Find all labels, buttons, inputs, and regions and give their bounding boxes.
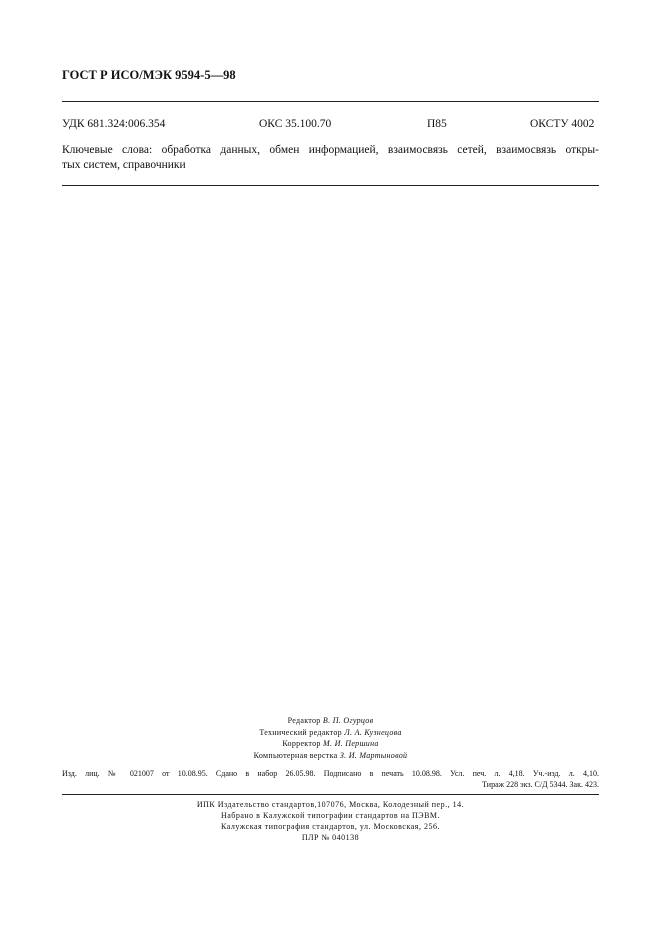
tech-editor-label: Технический редактор bbox=[259, 727, 342, 737]
keywords-line-1: Ключевые слова: обработка данных, обмен информацией, взаимосвязь сетей, взаимосвязь откры- bbox=[62, 144, 599, 156]
printer-line-4: ПЛР № 040138 bbox=[301, 833, 360, 842]
edition-info-line-1: Изд. лиц. № 021007 от 10.08.95. Сдано в набор 26.05.98. Подписано в печать 10.08.98. Усл. печ. л. 4,18. Уч.-изд. л. 4,10. bbox=[62, 769, 599, 778]
printer-line-2: Набрано в Калужской типографии стандартов на ПЭВМ. bbox=[220, 811, 441, 820]
top-divider bbox=[62, 101, 599, 102]
tech-editor-line bbox=[0, 727, 661, 739]
printer-line-1: ИПК Издательство стандартов,107076, Москва, Колодезный пер., 14. bbox=[196, 800, 465, 809]
printer-block bbox=[0, 799, 661, 843]
udk-code: УДК 681.324:006.354 bbox=[62, 118, 166, 130]
tech-editor-name: Л. А. Кузнецова bbox=[344, 727, 402, 737]
oks-code: ОКС 35.100.70 bbox=[259, 118, 332, 130]
keywords bbox=[62, 143, 599, 173]
group-code: П85 bbox=[427, 118, 447, 130]
proofreader-name: М. И. Першина bbox=[323, 739, 379, 748]
edition-info-line-2: Тираж 228 экз. С/Д 5344. Зак. 423. bbox=[482, 780, 599, 789]
imprint-divider bbox=[62, 794, 599, 795]
editor-name: В. П. Огурцов bbox=[322, 716, 374, 725]
printer-line-3: Калужская типография стандартов, ул. Московская, 256. bbox=[221, 822, 440, 831]
keywords-divider bbox=[62, 185, 599, 186]
editor-line bbox=[0, 715, 661, 727]
okstu-code: ОКСТУ 4002 bbox=[530, 118, 595, 130]
layout-name: З. И. Мартыновой bbox=[339, 750, 408, 760]
credits-block bbox=[0, 715, 661, 761]
proofreader-line bbox=[0, 738, 661, 750]
proofreader-label: Корректор bbox=[282, 739, 321, 748]
layout-label: Компьютерная верстка bbox=[253, 750, 338, 760]
standard-number: ГОСТ Р ИСО/МЭК 9594-5—98 bbox=[62, 68, 236, 82]
editor-label: Редактор bbox=[287, 716, 321, 725]
layout-line bbox=[0, 750, 661, 762]
keywords-line-2: тых систем, справочники bbox=[62, 159, 186, 171]
